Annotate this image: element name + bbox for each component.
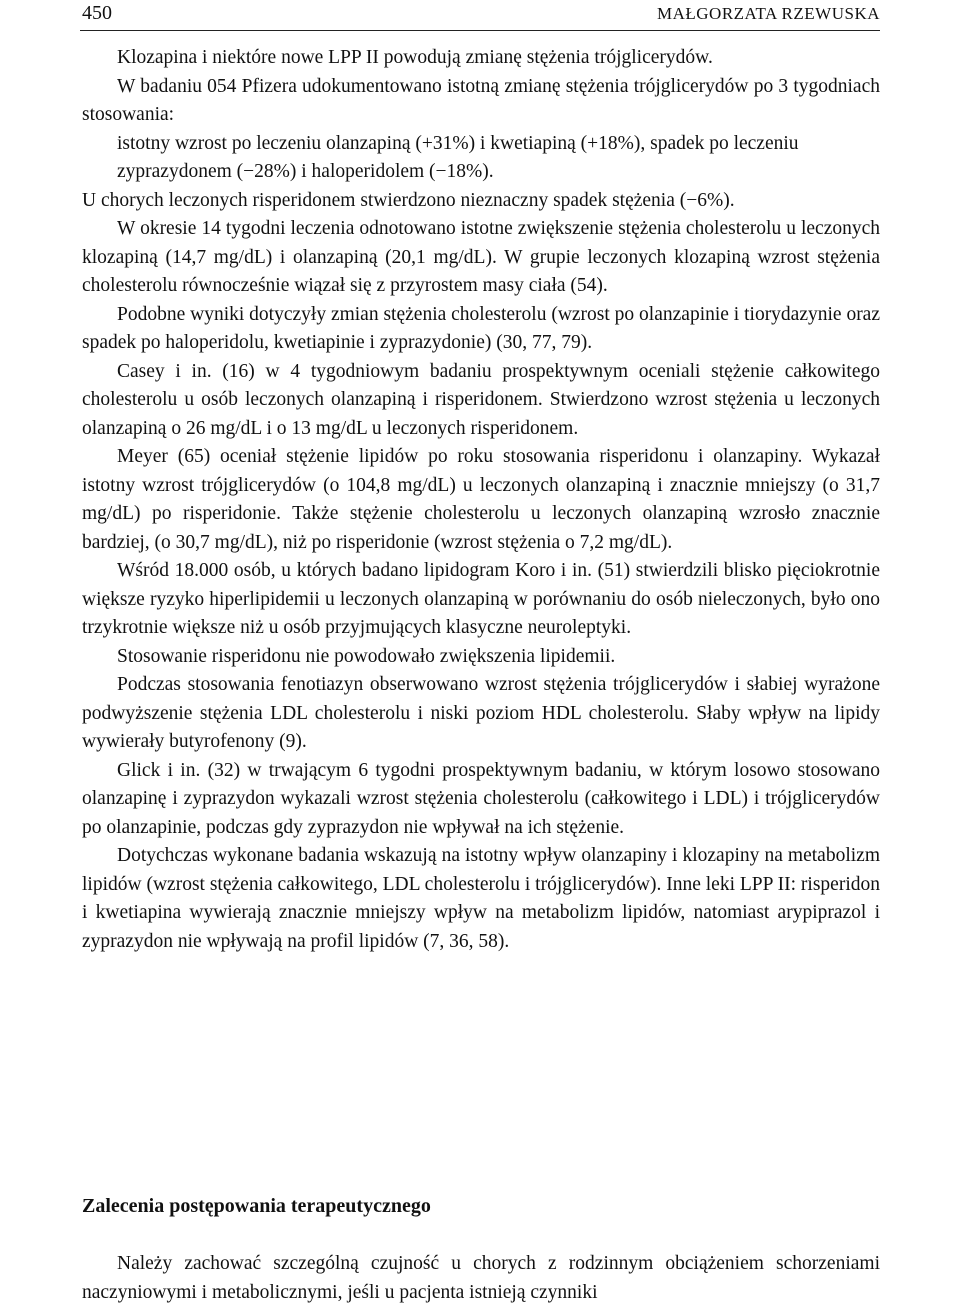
indented-paragraph: istotny wzrost po leczeniu olanzapiną (+31%) i kwetiapiną (+18%), spadek po leczeniu zyprazydonem (−28%) i haloperidolem (−18%). [117, 132, 799, 182]
main-text [82, 44, 880, 956]
page-number: 450 [82, 2, 112, 24]
paragraph: W okresie 14 tygodni leczenia odnotowano istotne zwiększenie stężenia cholesterolu u leczonych klozapiną (14,7 mg/dL) i olanzapiną (20,1 mg/dL). W grupie leczonych klozapiną wzrost stężenia cholesterolu równocześnie wiązał się z przyrostem masy ciała (54). [82, 218, 880, 296]
section-text [82, 1250, 880, 1307]
paragraph: Stosowanie risperidonu nie powodowało zwiększenia lipidemii. [117, 645, 616, 667]
paragraph: U chorych leczonych risperidonem stwierdzono nieznaczny spadek stężenia (−6%). [82, 189, 735, 211]
paragraph: Podobne wyniki dotyczyły zmian stężenia cholesterolu (wzrost po olanzapinie i tiorydazynie oraz spadek po haloperidolu, kwetiapinie i zyprazydonie) (30, 77, 79). [82, 303, 880, 353]
paragraph: Dotychczas wykonane badania wskazują na istotny wpływ olanzapiny i klozapiny na metabolizm lipidów (wzrost stężenia całkowitego, LDL cholesterolu i trójglicerydów). Inne leki LPP II: risperidon i kwetiapina wywierają znacznie mniejszy wpływ na metabolizm lipidów, natomiast arypiprazol i zyprazydon nie wpływają na profil lipidów (7, 36, 58). [82, 845, 880, 952]
paragraph: Glick i in. (32) w trwającym 6 tygodni prospektywnym badaniu, w którym losowo stosowano olanzapinę i zyprazydon wykazali wzrost stężenia cholesterolu (całkowitego i LDL) i trójglicerydów po olanzapinie, podczas gdy zyprazydon nie wpływał na ich stężenie. [82, 759, 880, 838]
paragraph: Meyer (65) oceniał stężenie lipidów po roku stosowania risperidonu i olanzapiny. Wykazał istotny wzrost trójglicerydów (o 104,8 mg/dL) u leczonych olanzapiną i znacznie mniejszy (o 31,7 mg/dL) po risperidonie. Także stężenie cholesterolu u leczonych olanzapiną wzrosło znacznie bardziej, (o 30,7 mg/dL), niż po risperidonie (wzrost stężenia o 7,2 mg/dL). [82, 446, 880, 553]
page-header [80, 0, 880, 31]
paragraph: Należy zachować szczególną czujność u chorych z rodzinnym obciążeniem schorzeniami naczyniowymi i metabolicznymi, jeśli u pacjenta istnieją czynniki [82, 1253, 880, 1303]
paragraph: Podczas stosowania fenotiazyn obserwowano wzrost stężenia trójglicerydów i słabiej wyrażone podwyższenie stężenia LDL cholesterolu i niski poziom HDL cholesterolu. Słaby wpływ na lipidy wywierały butyrofenony (9). [82, 674, 880, 752]
paragraph: Klozapina i niektóre nowe LPP II powodują zmianę stężenia trójglicerydów. [117, 47, 713, 68]
paragraph: W badaniu 054 Pfizera udokumentowano istotną zmianę stężenia trójglicerydów po 3 tygodniach stosowania: [82, 75, 880, 125]
paragraph: Casey i in. (16) w 4 tygodniowym badaniu prospektywnym oceniali stężenie całkowitego cholesterolu u osób leczonych olanzapiną i risperidonem. Stwierdzono wzrost stężenia u leczonych olanzapiną o 26 mg/dL i o 13 mg/dL u leczonych risperidonem. [82, 360, 880, 439]
paragraph: Wśród 18.000 osób, u których badano lipidogram Koro i in. (51) stwierdzili blisko pięciokrotnie większe ryzyko hiperlipidemii u leczonych olanzapiną w porównaniu do osób nieleczonych, było ono trzykrotnie większe niż u osób przyjmujących klasyczne neuroleptyki. [82, 560, 880, 638]
running-head: MAŁGORZATA RZEWUSKA [657, 4, 880, 23]
section-heading: Zalecenia postępowania terapeutycznego [82, 1195, 431, 1217]
